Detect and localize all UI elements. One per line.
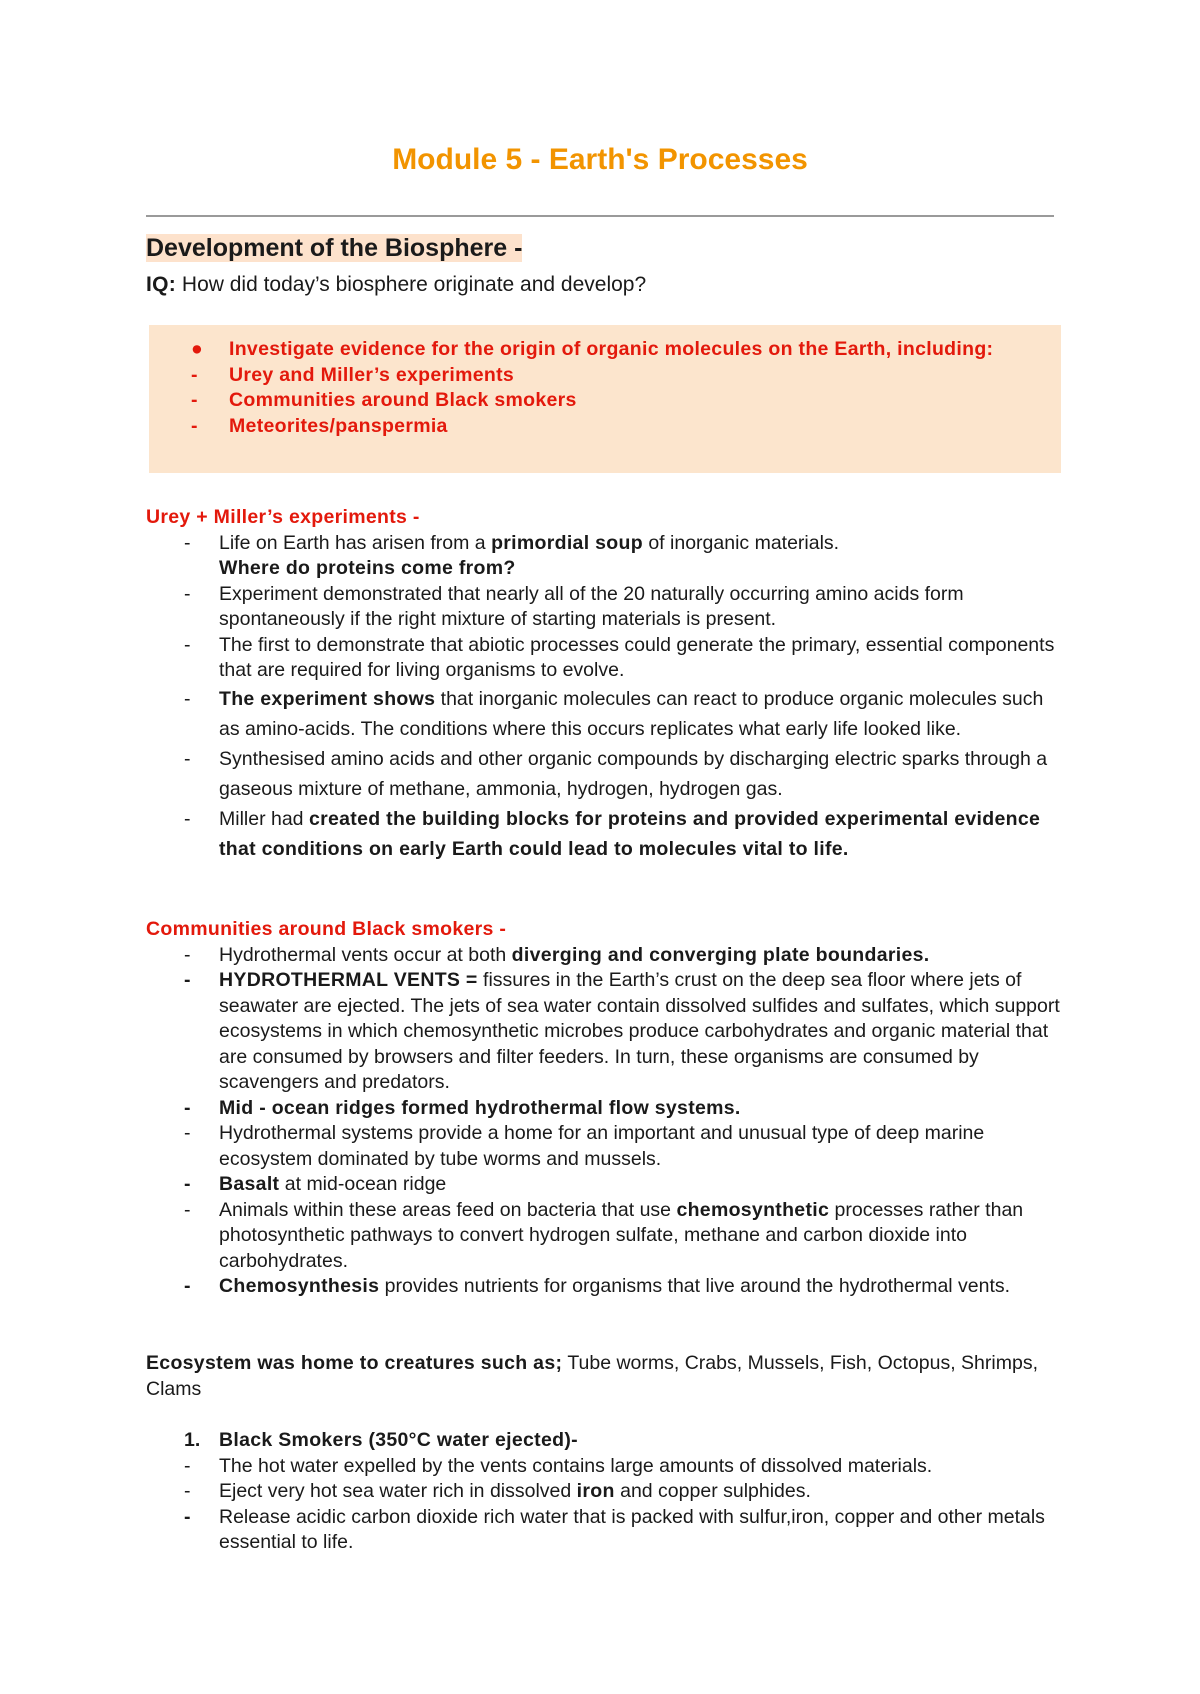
black-smokers-detail-list	[146, 1428, 1066, 1556]
section-heading	[146, 232, 522, 264]
urey-miller-section	[146, 505, 1066, 864]
list-item: - Hydrothermal systems provide a home for an important and unusual type of deep marine ecosystem dominated by tube worms and mussels.	[184, 1122, 985, 1170]
list-item: - The first to demonstrate that abiotic processes could generate the primary, essential components that are required for living organisms to evolve.	[184, 633, 1055, 681]
horizontal-rule	[146, 215, 1054, 217]
list-item: - The experiment shows that inorganic molecules can react to produce organic molecules such as amino-acids. The conditions where this occurs replicates what early life looked like.	[184, 687, 1044, 740]
ecosystem-paragraph: Ecosystem was home to creatures such as; Tube worms, Crabs, Mussels, Fish, Octopus, Shrimps, Clams	[146, 1352, 1038, 1400]
black-smokers-section	[146, 917, 1066, 1300]
list-item: - The hot water expelled by the vents contains large amounts of dissolved materials.	[184, 1454, 933, 1477]
list-item: - Eject very hot sea water rich in dissolved iron and copper sulphides.	[184, 1480, 811, 1502]
list-item: - Life on Earth has arisen from a primordial soup of inorganic materials. Where do proteins come from?	[184, 531, 840, 579]
dash-marker: -	[191, 414, 198, 437]
iq-text: How did today’s biosphere originate and develop?	[176, 273, 647, 296]
page-title: Module 5 - Earth's Processes	[392, 143, 808, 176]
list-item: - Mid - ocean ridges formed hydrothermal flow systems.	[184, 1096, 741, 1119]
list-item: - Synthesised amino acids and other organic compounds by discharging electric sparks through a gaseous mixture of methane, ammonia, hydrogen, hydrogen gas.	[184, 747, 1048, 800]
numbered-heading: 1. Black Smokers (350°C water ejected)-	[184, 1429, 578, 1451]
objectives-box	[149, 325, 1061, 473]
objective-item: - Communities around Black smokers	[149, 388, 1061, 414]
urey-miller-list	[146, 531, 1066, 864]
urey-miller-heading: Urey + Miller’s experiments -	[146, 506, 420, 528]
list-item: - Animals within these areas feed on bacteria that use chemosynthetic processes rather than photosynthetic pathways to convert hydrogen sulfate, methane and carbon dioxide into carbohydrates.	[184, 1198, 1024, 1272]
objective-item: - Urey and Miller’s experiments	[149, 363, 1061, 389]
inquiry-question	[146, 270, 646, 300]
iq-label: IQ:	[146, 273, 177, 296]
list-item: - Release acidic carbon dioxide rich water that is packed with sulfur,iron, copper and other metals essential to life.	[184, 1505, 1045, 1553]
objectives-list	[149, 337, 1061, 439]
dash-marker: -	[191, 389, 198, 411]
black-smokers-heading: Communities around Black smokers -	[146, 918, 507, 940]
dash-marker: -	[191, 363, 198, 386]
section-heading-text: Development of the Biosphere -	[146, 234, 523, 262]
black-smokers-list	[146, 943, 1066, 1300]
objective-item: ● Investigate evidence for the origin of organic molecules on the Earth, including:	[149, 337, 1061, 363]
black-smokers-numbered	[146, 1428, 1066, 1556]
list-item: - Chemosynthesis provides nutrients for organisms that live around the hydrothermal vents.	[184, 1275, 1011, 1297]
list-item: - HYDROTHERMAL VENTS = fissures in the Earth’s crust on the deep sea floor where jets of seawater are ejected. The jets of sea water contain dissolved sulfides and sulfates, which support ecosystems in which chemosynthetic microbes produce carbohydrates and organic material that are consumed by browsers and filter feeders. In turn, these organisms are consumed by scavengers and predators.	[184, 969, 1060, 1093]
list-item: - Miller had created the building blocks for proteins and provided experimental evidence that conditions on early Earth could lead to molecules vital to life.	[184, 807, 1041, 860]
objective-item: - Meteorites/panspermia	[149, 414, 1061, 440]
list-item: - Hydrothermal vents occur at both diverging and converging plate boundaries.	[184, 943, 930, 966]
bullet-icon: ●	[191, 338, 204, 360]
list-item: - Basalt at mid-ocean ridge	[184, 1173, 447, 1195]
list-item: - Experiment demonstrated that nearly all of the 20 naturally occurring amino acids form spontaneously if the right mixture of starting materials is present.	[184, 582, 964, 630]
